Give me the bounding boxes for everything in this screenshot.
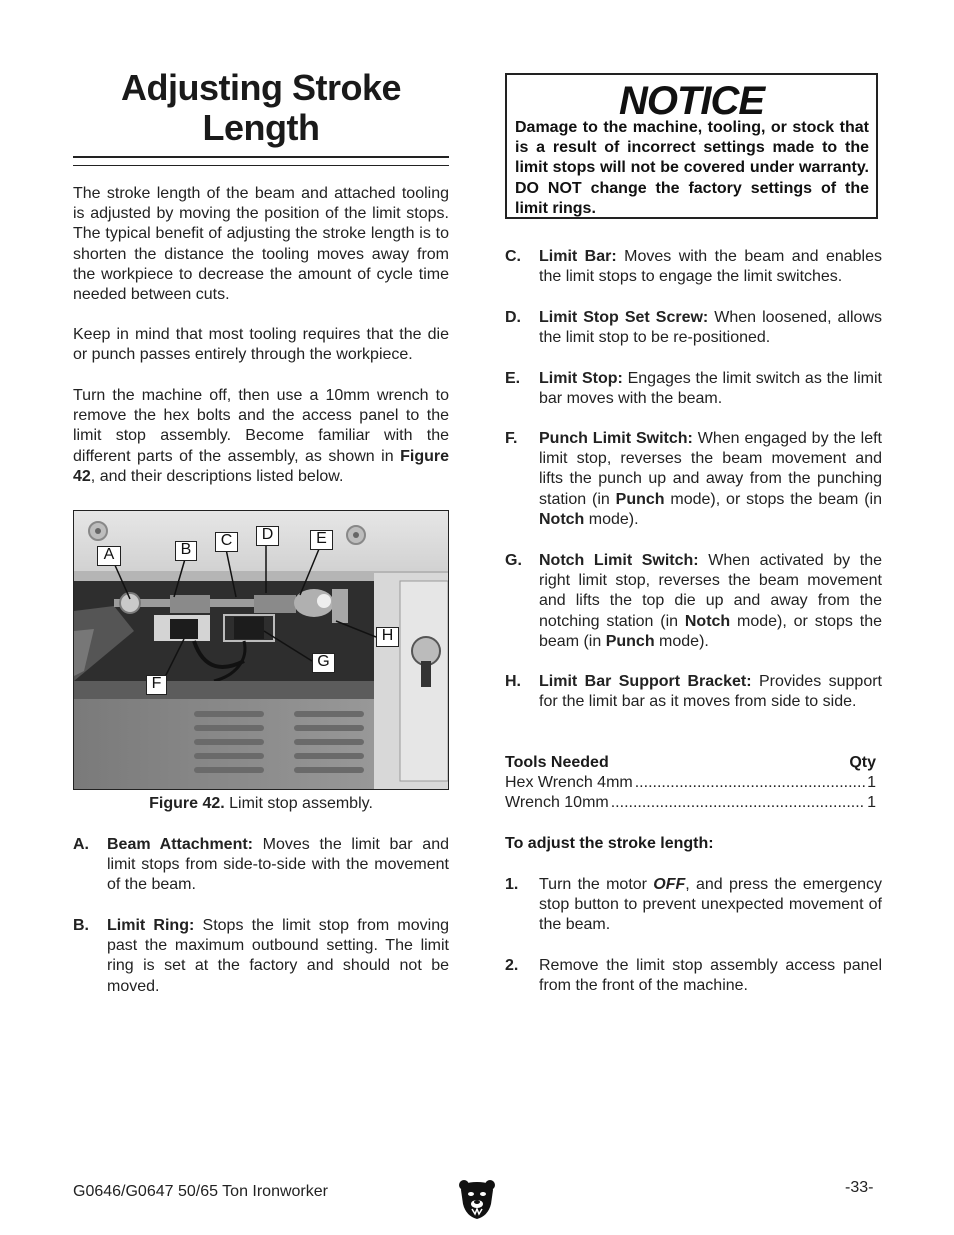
list-item (505, 247, 882, 289)
item-letter: F. (505, 430, 518, 447)
item-text: Stops the limit stop from moving past the maximum outbound setting. The limit ring is set at the factory and should not be moved. (107, 917, 449, 995)
item-name: Limit Stop: (539, 370, 623, 387)
footer-model: G0646/G0647 50/65 Ton Ironworker (73, 1183, 328, 1200)
step-body (539, 875, 882, 936)
item-text: Engages the limit switch as the limit bar moves with the beam. (539, 370, 882, 408)
tools-header-label: Tools Needed (505, 754, 609, 771)
callout-e: E (310, 530, 333, 550)
page-title (73, 68, 449, 148)
list-item (73, 916, 449, 998)
item-letter: D. (505, 309, 521, 326)
bear-logo-icon (458, 1178, 496, 1220)
tool-qty: 1 (867, 794, 876, 811)
item-text: mode), or stops the beam (in (664, 490, 882, 508)
mode-punch: Punch (605, 632, 655, 650)
page-number: -33- (845, 1179, 874, 1196)
item-name: Punch Limit Switch: (539, 430, 693, 447)
tool-name: Wrench 10mm (505, 794, 609, 811)
item-body (539, 247, 882, 287)
item-text: Provides support for the limit bar as it moves from side to side. (539, 673, 882, 711)
notice-title: NOTICE (618, 79, 765, 123)
item-letter: G. (505, 552, 522, 569)
list-item (505, 551, 882, 653)
item-letter: C. (505, 248, 521, 265)
tools-table-header (505, 753, 876, 773)
limit-stop-assembly-photo (74, 511, 448, 789)
item-name: Limit Ring: (107, 917, 195, 934)
tool-name: Hex Wrench 4mm (505, 774, 633, 791)
intro-paragraph-2: Keep in mind that most tooling requires that the die or punch passes entirely through the workpiece. (73, 326, 449, 364)
tools-qty-header: Qty (849, 754, 876, 771)
item-letter: H. (505, 673, 521, 690)
item-name: Limit Stop Set Screw: (539, 309, 709, 326)
notice-body: Damage to the machine, tooling, or stock that is a result of incorrect settings made to the limit stops will not be covered under warranty. DO NOT change the factory settings of the limit rings. (515, 119, 869, 217)
list-item (505, 956, 882, 998)
tool-qty: 1 (867, 774, 876, 791)
notice-box (505, 73, 878, 219)
item-text: Moves the limit bar and limit stops from side-to-side with the movement of the beam. (107, 836, 449, 894)
item-text: When activated by the right limit stop, reverses the beam movement and lifts the top die up and away from the notching station (in (539, 552, 883, 630)
callout-d: D (256, 526, 279, 546)
item-name: Limit Bar: (539, 248, 617, 265)
title-rule-thick (73, 156, 449, 158)
title-rule-thin (73, 165, 449, 166)
para3-tail: , and their descriptions listed below. (90, 467, 344, 485)
item-text: mode). (584, 510, 639, 528)
item-body (539, 308, 882, 348)
callout-b: B (175, 541, 197, 561)
item-name: Notch Limit Switch: (539, 552, 699, 569)
item-body (539, 369, 882, 409)
leader-dots (635, 773, 865, 793)
figure-caption (73, 794, 449, 814)
callout-a: A (97, 546, 121, 566)
figure-limit-stop-assembly (73, 510, 449, 790)
item-text: mode). (654, 632, 709, 650)
item-text: When engaged by the left limit stop, reverses the beam movement and lifts the punch up and away from the punching station (in (539, 430, 883, 508)
table-row (505, 793, 876, 813)
step-text: , and press the emergency stop button to prevent unexpected movement of the beam. (539, 876, 883, 934)
table-row (505, 773, 876, 793)
item-text: When loosened, allows the limit stop to be re-positioned. (539, 309, 883, 347)
list-item (505, 429, 882, 531)
item-body (539, 672, 882, 712)
item-body (107, 835, 449, 896)
list-item (505, 875, 882, 937)
item-text: mode), or stops the beam (in (539, 612, 882, 650)
item-body (107, 916, 449, 997)
list-item (505, 369, 882, 411)
mode-notch: Notch (539, 510, 585, 528)
step-emphasis: OFF (653, 876, 686, 893)
list-item (505, 672, 882, 734)
step-number: 2. (505, 957, 519, 974)
item-body (539, 429, 882, 530)
list-item (505, 308, 882, 350)
procedure-heading: To adjust the stroke length: (505, 835, 714, 852)
step-body: Remove the limit stop assembly access panel from the front of the machine. (539, 957, 882, 995)
intro-paragraph-1: The stroke length of the beam and attached tooling is adjusted by moving the position of the limit stops. The typical benefit of adjusting the stroke length is to shorten the distance the tooling moves away from the workpiece to decrease the amount of cycle time needed between cuts. (73, 185, 449, 304)
item-text: Moves with the beam and enables the limit stops to engage the limit switches. (539, 248, 882, 286)
list-item (73, 835, 449, 897)
mode-punch: Punch (615, 490, 665, 508)
item-body (539, 551, 882, 652)
page-title-line1: Adjusting Stroke (120, 67, 402, 108)
item-name: Limit Bar Support Bracket: (539, 673, 752, 690)
figure-caption-text: Limit stop assembly. (224, 795, 373, 812)
para3-text: Turn the machine off, then use a 10mm wrench to remove the hex bolts and the access panel to the limit stop assembly. Become familiar with the different parts of the assembly, as shown in (73, 387, 449, 465)
mode-notch: Notch (684, 612, 731, 630)
intro-paragraph-3 (73, 386, 449, 487)
step-number: 1. (505, 876, 519, 893)
leader-dots (611, 793, 865, 813)
page-title-line2: Length (202, 107, 320, 148)
item-letter: E. (505, 370, 521, 387)
item-name: Beam Attachment: (107, 836, 253, 853)
callout-g: G (312, 653, 335, 673)
item-letter: A. (73, 836, 89, 853)
figure-reference: Figure 42 (73, 447, 449, 485)
item-letter: B. (73, 917, 89, 934)
callout-f: F (146, 675, 167, 695)
step-text: Turn the motor (539, 876, 654, 893)
figure-caption-label: Figure 42. (149, 795, 225, 812)
callout-h: H (376, 627, 399, 647)
callout-c: C (215, 532, 238, 552)
